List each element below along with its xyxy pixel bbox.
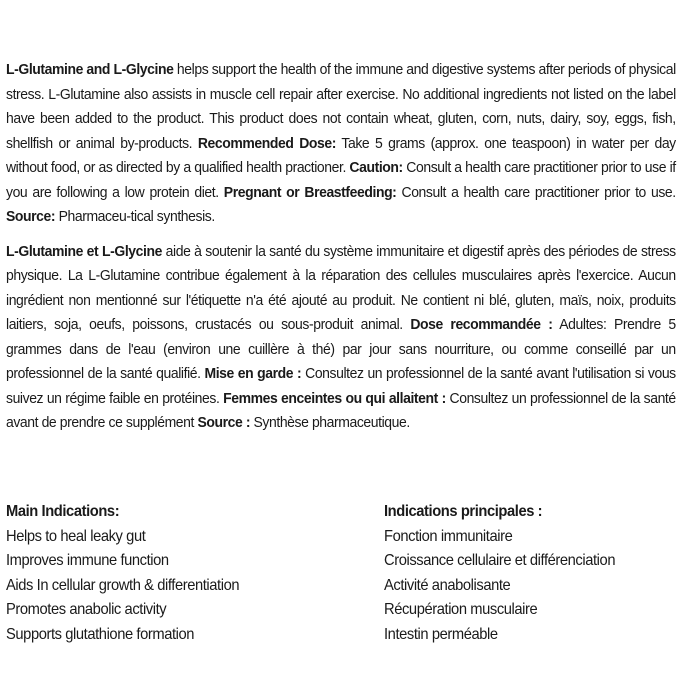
indication-item: Récupération musculaire [384, 601, 538, 619]
indications-french-heading: Indications principales : [384, 503, 543, 520]
english-intro: helps support the health of the immune and digestive systems after periods of physical stress. L-Glutamine also assists in muscle cell repair after exercise. No additional ingredients not listed on the label have been added to the product. This product does not contain wheat, gluten, corn, nuts, dairy, soy, eggs, fish, shellfish or animal by-products. [6, 61, 676, 152]
indication-item: Croissance cellulaire et différenciation [384, 552, 616, 570]
indication-item: Aids In cellular growth & differentiation [6, 576, 240, 594]
indication-item: Activité anabolisante [384, 576, 511, 594]
english-dose-label: Recommended Dose: [197, 134, 336, 152]
french-dose-text: Adultes: Prendre 5 grammes dans de l'eau (environ une cuillère à thé) par jour sans nourriture, ou comme conseillé par un professionnel de la santé qualifié. [6, 316, 676, 382]
english-source-label: Source: [6, 208, 56, 225]
indication-item: Fonction immunitaire [384, 527, 513, 545]
indications-english [6, 500, 239, 648]
french-source-label: Source : [197, 414, 251, 431]
english-pregnant-text: Consult a health care practitioner prior to use. [396, 183, 676, 201]
french-intro: aide à soutenir la santé du système immunitaire et digestif après des périodes de stress physique. La L-Glutamine contribue également à la réparation des cellules musculaires après l'exercice. Aucun ingrédient non mentionné sur l'étiquette n'a été ajouté au produit. Ne contient ni blé, gluten, maïs, noix, produits laitiers, soja, oeufs, poissons, crustacés ou sous-produit animal. [6, 242, 676, 333]
label-text-block [6, 58, 676, 436]
indication-item: Intestin perméable [384, 625, 498, 643]
english-caution-text: Consult a health care practitioner prior to use if you are following a low protein diet. [6, 159, 676, 201]
english-dose-text: Take 5 grams (approx. one teaspoon) in water per day without food, or as directed by a qualified health practioner. [6, 134, 676, 176]
french-caution-text: Consultez un professionnel de la santé avant l'utilisation si vous suivez un régime faible en protéines. [6, 365, 676, 407]
french-source-text: Synthèse pharmaceutique. [250, 414, 410, 431]
english-pregnant-label: Pregnant or Breastfeeding: [223, 183, 397, 201]
indication-item: Improves immune function [6, 552, 169, 570]
english-paragraph [6, 58, 676, 230]
english-title: L-Glutamine and L-Glycine [6, 61, 174, 78]
french-caution-label: Mise en garde : [204, 365, 302, 382]
english-source-text: Pharmaceu-tical synthesis. [55, 208, 215, 225]
indication-item: Supports glutathione formation [6, 625, 195, 643]
indication-item: Helps to heal leaky gut [6, 527, 146, 545]
french-paragraph [6, 240, 676, 436]
french-pregnant-label: Femmes enceintes ou qui allaitent : [223, 389, 446, 407]
french-pregnant-text: Consultez un professionnel de la santé avant de prendre ce supplément [6, 389, 676, 431]
french-title: L-Glutamine et L-Glycine [6, 242, 162, 260]
french-dose-label: Dose recommandée : [410, 316, 553, 333]
indications-french [384, 500, 615, 648]
indications-english-heading: Main Indications: [6, 503, 120, 520]
english-caution-label: Caution: [349, 159, 403, 176]
indication-item: Promotes anabolic activity [6, 601, 167, 619]
